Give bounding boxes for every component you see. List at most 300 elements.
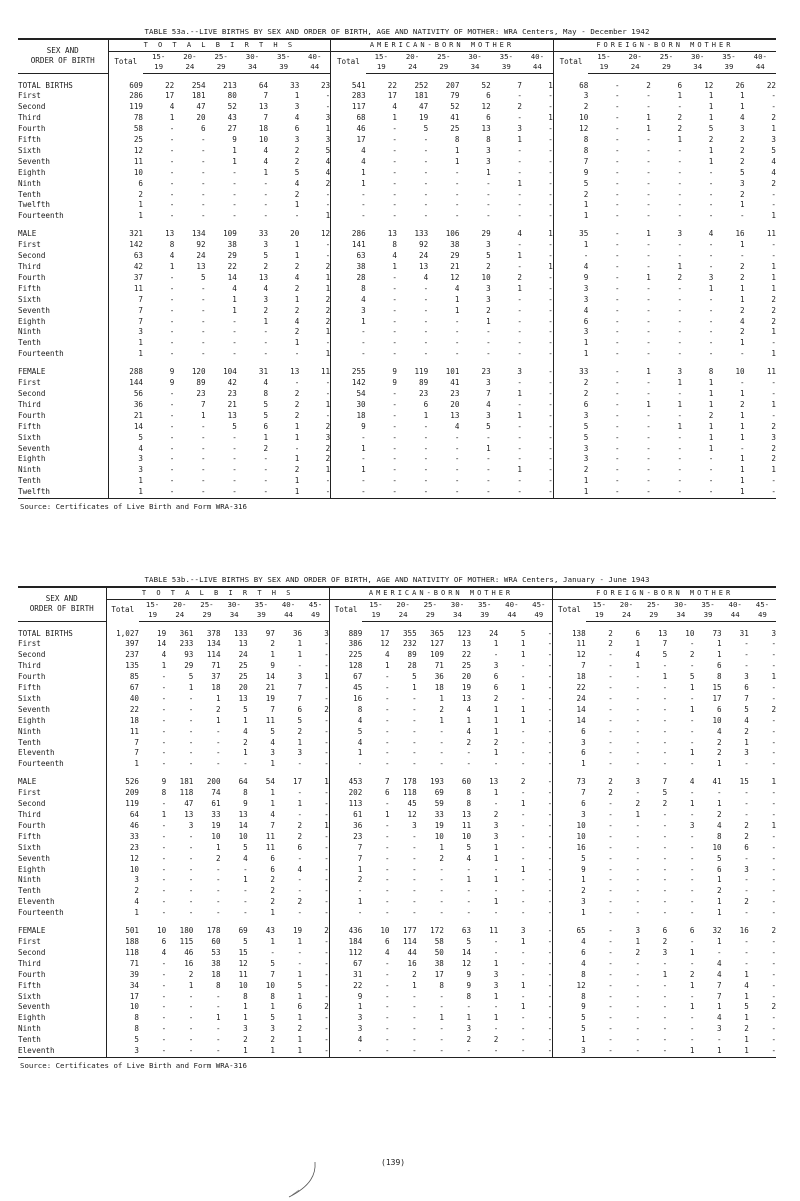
table-cell: 21	[108, 411, 143, 422]
table-cell: -	[771, 864, 777, 874]
age-group-header: 19	[139, 610, 166, 621]
table-cell: 4	[325, 156, 331, 166]
table-cell: -	[331, 349, 366, 360]
table-cell: 13	[227, 410, 237, 420]
table-cell: 1	[466, 1013, 472, 1023]
table-cell: -	[161, 1013, 167, 1023]
table-cell: -	[200, 211, 206, 221]
table-cell: 9	[466, 969, 472, 979]
table-cell: 8	[553, 135, 588, 146]
age-group-header: 34	[221, 610, 248, 621]
table-cell: -	[614, 229, 620, 239]
row-label: Third	[18, 262, 108, 273]
table-row	[18, 832, 776, 843]
table-cell: -	[548, 189, 553, 199]
group-header: FOREIGN-BORN MOTHER	[553, 39, 776, 51]
table-cell: -	[412, 1002, 417, 1012]
table-cell: 5	[744, 704, 749, 714]
table-cell: -	[294, 211, 300, 221]
table-cell: -	[392, 272, 397, 282]
age-group-header: 15-	[374, 51, 388, 61]
table-cell: 5	[243, 704, 248, 714]
table-cell: 1	[188, 980, 194, 990]
table-cell: -	[646, 327, 651, 337]
table-cell: -	[635, 853, 641, 863]
row-label: Fifth	[18, 832, 106, 843]
table-cell: 2	[215, 704, 221, 714]
table-cell: -	[169, 421, 175, 431]
table-cell: -	[392, 432, 397, 442]
table-cell: 28	[407, 661, 417, 671]
table-cell: 7	[108, 306, 143, 317]
table-cell: -	[466, 759, 472, 769]
table-cell: 10	[712, 715, 722, 725]
table-cell: 3	[486, 240, 491, 250]
table-cell: -	[169, 327, 175, 337]
age-group-header: 25-	[214, 51, 228, 61]
age-group-header: 24	[390, 610, 417, 621]
spacer-cell	[586, 621, 613, 629]
table-cell: 29	[450, 251, 460, 261]
table-cell: -	[646, 476, 651, 486]
table-cell: 47	[419, 102, 429, 112]
table-cell: 4	[517, 229, 522, 239]
table-cell: -	[169, 178, 175, 188]
table-cell: 17	[380, 628, 390, 638]
table-cell: 3	[486, 294, 491, 304]
table-cell: -	[614, 378, 620, 388]
table-cell: -	[662, 875, 668, 885]
table-cell: -	[677, 327, 683, 337]
table-cell: 1	[694, 1046, 721, 1057]
age-group-header: 25-	[437, 51, 451, 61]
group-header-row	[18, 39, 776, 51]
table-cell: 16	[553, 843, 586, 854]
row-label: Second	[18, 251, 108, 262]
table-cell: 10	[553, 113, 588, 124]
row-label: Eighth	[18, 865, 106, 876]
table-cell: 1	[297, 650, 303, 660]
table-cell: 6	[200, 124, 206, 134]
table-cell: -	[771, 338, 776, 348]
table-cell: -	[439, 1024, 444, 1034]
table-cell: -	[635, 1024, 641, 1034]
table-cell: -	[412, 715, 417, 725]
table-cell: 36	[329, 821, 362, 832]
table-cell: -	[608, 886, 613, 896]
table-cell: 58	[108, 124, 143, 135]
table-caption: TABLE 53a.--LIVE BIRTHS BY SEX AND ORDER OF BIRTH, AGE AND NATIVITY OF MOTHER: WRA Centers, May - December 1942	[144, 27, 650, 36]
table-cell: -	[517, 113, 522, 123]
table-cell: 27	[227, 124, 237, 134]
table-row	[18, 476, 776, 487]
table-cell: 138	[553, 629, 586, 640]
table-cell: 3	[325, 113, 331, 123]
table-cell: -	[161, 759, 167, 769]
table-cell: -	[608, 875, 613, 885]
table-cell: -	[325, 200, 331, 210]
table-cell: -	[771, 831, 777, 841]
table-cell: -	[392, 388, 397, 398]
table-cell: 4	[325, 167, 331, 177]
spacer-cell	[143, 222, 174, 229]
table-cell: -	[662, 897, 668, 907]
table-cell: -	[331, 211, 366, 222]
table-cell: 36	[108, 400, 143, 411]
table-cell: -	[331, 190, 366, 201]
table-cell: -	[331, 327, 366, 338]
table-cell: 1	[106, 759, 139, 770]
table-cell: 1	[708, 283, 714, 293]
table-cell: -	[635, 788, 641, 798]
table-row	[18, 465, 776, 476]
age-group-header: 44	[498, 610, 525, 621]
table-cell: 19	[265, 693, 275, 703]
table-cell: -	[169, 294, 175, 304]
table-cell: 1	[677, 91, 683, 101]
table-cell: 2	[635, 947, 641, 957]
table-cell: -	[717, 947, 722, 957]
table-cell: -	[662, 748, 668, 758]
table-cell: 15	[712, 683, 722, 693]
age-group-header: 40-	[505, 599, 519, 609]
spacer-cell	[139, 770, 166, 777]
table-cell: 12	[320, 229, 331, 239]
spacer-cell	[694, 621, 721, 629]
table-row	[18, 810, 776, 821]
table-cell: -	[454, 178, 460, 188]
age-group-header: 44	[745, 62, 776, 73]
table-cell: 1	[520, 936, 526, 946]
table-cell: -	[297, 958, 303, 968]
table-cell: 1	[466, 875, 472, 885]
table-cell: 2	[520, 777, 526, 787]
table-row	[18, 400, 776, 411]
table-cell: -	[744, 810, 749, 819]
table-cell: 1	[689, 704, 695, 714]
table-cell: -	[608, 991, 613, 1001]
stub-header-line: ORDER OF BIRTH	[30, 56, 95, 66]
table-cell: -	[520, 810, 526, 819]
table-cell: 5	[553, 422, 588, 433]
table-cell: 3	[771, 135, 776, 145]
table-cell: -	[200, 189, 206, 199]
table-cell: 2	[294, 327, 300, 337]
table-cell: 17	[434, 969, 444, 979]
table-cell: 1	[243, 715, 248, 725]
table-cell: 3	[486, 145, 491, 155]
table-cell: -	[614, 91, 620, 101]
table-cell: 29	[227, 251, 237, 261]
table-cell: 1	[294, 476, 300, 486]
table-cell: -	[232, 211, 237, 221]
table-cell: -	[771, 897, 777, 907]
spacer-cell	[749, 919, 776, 926]
age-group-header: 20-	[405, 51, 420, 61]
table-cell: -	[243, 897, 248, 907]
table-cell: -	[423, 443, 429, 453]
table-cell: 453	[329, 777, 362, 788]
table-cell: -	[297, 853, 303, 863]
table-cell: 3	[553, 91, 588, 102]
table-cell: -	[188, 831, 194, 841]
table-cell: 117	[331, 102, 366, 113]
table-cell: 2	[106, 886, 139, 897]
table-cell: -	[392, 443, 397, 453]
table-cell: -	[689, 853, 695, 863]
table-cell: -	[169, 388, 175, 398]
table-cell: 1	[771, 124, 776, 134]
table-cell: 1	[493, 991, 499, 1001]
table-cell: -	[188, 726, 194, 736]
table-cell: 8	[717, 672, 722, 682]
table-cell: -	[662, 842, 668, 852]
table-cell: 78	[108, 113, 143, 124]
table-cell: -	[454, 211, 460, 221]
table-cell: -	[614, 327, 620, 337]
table-cell: -	[161, 875, 167, 885]
table-cell: 8	[243, 991, 248, 1001]
spacer-cell	[299, 360, 330, 367]
table-cell: 11	[108, 157, 143, 168]
table-cell: 16	[407, 958, 417, 968]
table-cell: 6	[423, 399, 429, 409]
table-cell: -	[689, 908, 695, 918]
table-cell: 5	[717, 853, 722, 863]
table-cell: 2	[324, 1002, 329, 1012]
table-cell: 17	[712, 693, 722, 703]
table-cell: -	[423, 189, 429, 199]
table-cell: -	[525, 1046, 552, 1057]
table-cell: 397	[106, 639, 139, 650]
spacer-cell	[651, 360, 682, 367]
table-cell: -	[635, 897, 641, 907]
age-group-header: 40-	[728, 599, 742, 609]
table-row	[18, 454, 776, 465]
table-cell: 2	[744, 831, 749, 841]
table-cell: -	[689, 936, 695, 946]
table-cell: -	[548, 349, 553, 359]
table-cell: 21	[227, 399, 237, 409]
table-row	[18, 367, 776, 378]
age-group-header: 40-	[530, 51, 545, 61]
table-cell: -	[384, 1035, 390, 1045]
age-group-header: 35-	[277, 51, 291, 61]
table-cell: 1	[708, 421, 714, 431]
table-cell: -	[635, 683, 641, 693]
table-cell: -	[548, 465, 553, 475]
table-cell: -	[689, 726, 695, 736]
table-cell: 6	[493, 672, 499, 682]
table-cell: -	[646, 454, 651, 464]
table-cell: 232	[402, 639, 417, 649]
table-cell: 3	[662, 947, 668, 957]
table-cell: -	[646, 156, 651, 166]
table-cell: -	[547, 1013, 553, 1023]
table-cell: 1	[329, 1002, 362, 1013]
table-cell: -	[547, 842, 553, 852]
table-cell: -	[324, 991, 329, 1001]
table-cell: 30	[331, 400, 366, 411]
table-cell: -	[331, 433, 366, 444]
table-cell: 1	[439, 693, 444, 703]
table-cell: 7	[662, 777, 668, 787]
table-cell: -	[614, 305, 620, 315]
table-cell: 97	[265, 628, 275, 638]
table-cell: -	[635, 991, 641, 1001]
table-row	[18, 897, 776, 908]
table-cell: -	[771, 980, 777, 990]
table-cell: -	[646, 410, 651, 420]
table-cell: -	[646, 91, 651, 101]
age-group-header: 19	[362, 610, 389, 621]
row-label: Tenth	[18, 190, 108, 201]
table-cell: 1	[553, 487, 588, 498]
table-cell: 1	[329, 865, 362, 876]
table-cell: -	[614, 432, 620, 442]
table-cell: 4	[169, 102, 175, 112]
table-cell: -	[614, 316, 620, 326]
table-cell: -	[547, 864, 553, 874]
table-cell: 25	[108, 135, 143, 146]
table-cell: 37	[108, 273, 143, 284]
table-cell: 4	[297, 864, 303, 874]
table-cell: 2	[740, 145, 745, 155]
age-group-header: 20-	[619, 599, 634, 609]
table-cell: -	[193, 1046, 220, 1057]
table-cell: 2	[740, 305, 745, 315]
table-cell: 7	[744, 693, 749, 703]
table-cell: -	[324, 639, 329, 649]
table-cell: -	[324, 748, 329, 758]
table-cell: 15	[739, 777, 749, 787]
table-cell: 1	[740, 465, 745, 475]
table-cell: 1	[740, 421, 745, 431]
table-cell: 5	[771, 145, 776, 155]
table-cell: 38	[331, 262, 366, 273]
table-cell: -	[188, 1035, 194, 1045]
table-cell: 13	[290, 367, 300, 377]
table-cell: 1	[486, 316, 491, 326]
table-cell: -	[412, 726, 417, 736]
table-cell: 6	[384, 936, 390, 946]
table-cell: 5	[270, 958, 275, 968]
table-cell: -	[547, 810, 553, 819]
table-row	[18, 422, 776, 433]
table-cell: 64	[106, 810, 139, 821]
table-cell: 26	[735, 80, 745, 90]
age-group-header: 20-	[173, 599, 187, 609]
table-cell: 18	[553, 672, 586, 683]
table-cell: -	[677, 305, 683, 315]
table-cell: 10	[238, 831, 248, 841]
table-cell: -	[614, 145, 620, 155]
table-cell: 172	[430, 926, 444, 936]
table-cell: 22	[106, 705, 139, 716]
table-cell: -	[161, 897, 167, 907]
age-group-header: 20-	[183, 51, 197, 61]
table-cell: -	[689, 958, 695, 968]
spacer-cell	[397, 73, 428, 81]
table-cell: -	[454, 327, 460, 337]
table-cell: -	[771, 1013, 777, 1023]
table-cell: 4	[294, 316, 300, 326]
table-cell: -	[384, 991, 390, 1001]
table-cell: 21	[450, 262, 460, 271]
table-cell: -	[771, 715, 777, 725]
spacer-cell	[491, 360, 522, 367]
table-cell: 11	[553, 639, 586, 650]
table-cell: -	[608, 704, 613, 714]
table-cell: -	[486, 349, 491, 359]
age-group-header: 24	[613, 610, 640, 621]
table-cell: -	[200, 349, 206, 359]
table-cell: 3	[553, 284, 588, 295]
table-cell: -	[493, 759, 499, 769]
table-cell: 134	[191, 229, 206, 239]
table-cell: 10	[735, 367, 745, 377]
table-cell: 3	[486, 283, 491, 293]
table-cell: -	[517, 454, 522, 464]
table-cell: -	[169, 272, 175, 282]
table-cell: -	[548, 167, 553, 177]
table-cell: -	[325, 338, 331, 348]
table-cell: 2	[608, 777, 613, 787]
table-cell: -	[517, 443, 522, 453]
table-cell: 115	[179, 936, 194, 946]
spacer-cell	[620, 360, 651, 367]
table-cell: -	[454, 338, 460, 348]
table-cell: 4	[771, 156, 776, 166]
table-row	[18, 168, 776, 179]
table-cell: 1	[297, 991, 303, 1001]
table-cell: 3	[493, 831, 499, 841]
table-cell: 5	[325, 145, 331, 155]
table-cell: 50	[434, 947, 444, 957]
table-cell: 1	[744, 1035, 749, 1045]
table-cell: -	[662, 726, 668, 736]
table-cell: -	[771, 886, 777, 896]
spacer-cell	[620, 73, 651, 81]
row-label: Sixth	[18, 694, 106, 705]
table-cell: 85	[106, 672, 139, 683]
table-cell: 79	[450, 91, 460, 101]
table-cell: 4	[263, 156, 269, 166]
table-row	[18, 102, 776, 113]
table-cell: 19	[157, 628, 167, 638]
table-cell: 8	[708, 367, 714, 377]
table-row	[18, 487, 776, 498]
table-cell: 1	[215, 1013, 221, 1023]
spacer-cell	[166, 621, 193, 629]
table-cell: -	[169, 465, 175, 475]
table-cell: -	[771, 476, 776, 486]
table-cell: -	[297, 788, 303, 798]
age-group-header: 40-	[281, 599, 296, 609]
table-cell: 2	[708, 410, 714, 420]
table-cell: 1	[708, 378, 714, 388]
table-cell: -	[392, 410, 397, 420]
table-row	[18, 661, 776, 672]
table-cell: 3	[486, 378, 491, 388]
table-cell: 1	[423, 410, 429, 420]
age-group-header: 30-	[245, 51, 260, 61]
table-cell: 7	[106, 738, 139, 749]
table-cell: 1	[331, 179, 366, 190]
table-cell: 13	[258, 102, 269, 112]
table-cell: 4	[486, 399, 491, 409]
spacer-cell	[108, 222, 143, 229]
